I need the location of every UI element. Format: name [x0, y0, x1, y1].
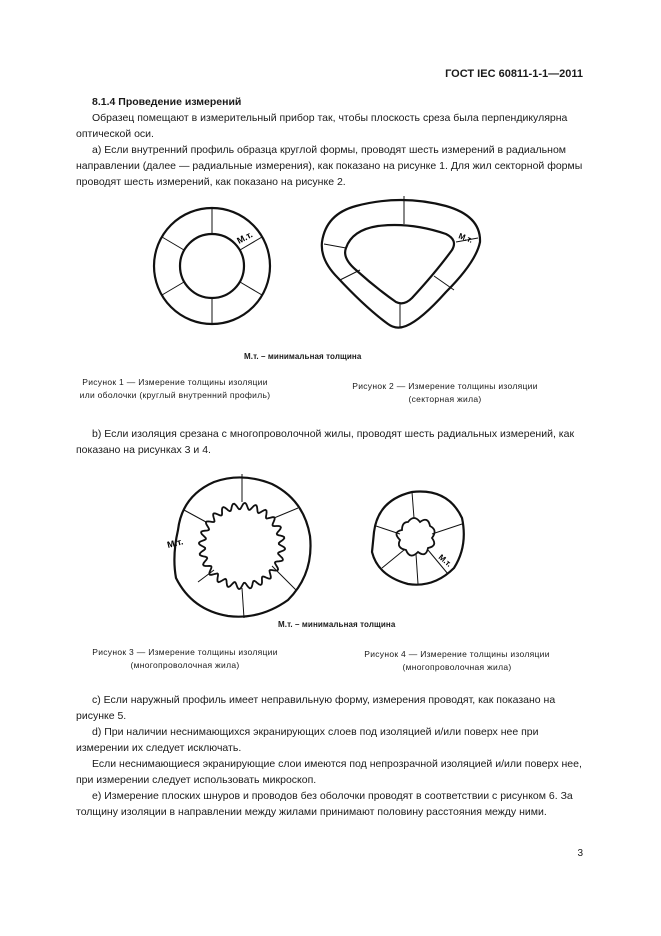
- figure-4-caption-line-2: (многопроволочная жила): [402, 662, 512, 672]
- legend-min-thickness-1: М.т. – минимальная толщина: [244, 352, 362, 361]
- paragraph-intro: Образец помещают в измерительный прибор так, чтобы плоскость среза была перпендикулярна оптической оси.: [76, 112, 568, 140]
- document-id: ГОСТ IEC 60811-1-1—2011: [445, 68, 583, 80]
- figure-1-caption-line-1: Рисунок 1 — Измерение толщины изоляции: [82, 377, 268, 387]
- figure-4-caption-line-1: Рисунок 4 — Измерение толщины изоляции: [364, 649, 550, 659]
- figure-3-stranded-profile: [164, 470, 316, 622]
- figure-3-caption: [72, 646, 298, 672]
- figure-2-caption-line-1: Рисунок 2 — Измерение толщины изоляции: [352, 381, 538, 391]
- paragraph-item-e: е) Измерение плоских шнуров и проводов без оболочки проводят в соответствии с рисунком 6. За толщину изоляции в направлении между жилами принимают половину расстояния между ними.: [76, 790, 573, 818]
- legend-min-thickness-2: М.т. – минимальная толщина: [278, 620, 396, 629]
- paragraph-item-a: а) Если внутренний профиль образца круглой формы, проводят шесть измерений в радиальном направлении (далее — радиальные измерения), как показано на рисунке 1. Для жил секторной формы проводят шесть измерений, как показано на рисунке 2.: [76, 144, 583, 188]
- figure-1-round-profile: [150, 204, 274, 328]
- fig2-mt-label: М.т.: [457, 231, 474, 245]
- paragraph-item-d2: Если неснимающиеся экранирующие слои имеются под непрозрачной изоляцией и/или поверх нее, при измерении следует использовать микроскоп.: [76, 758, 582, 786]
- fig3-mt-label: М.т.: [166, 536, 185, 550]
- paragraph-item-b: b) Если изоляция срезана с многопроволочной жилы, проводят шесть радиальных измерений, как показано на рисунках 3 и 4.: [76, 428, 575, 456]
- page-number: 3: [577, 848, 583, 859]
- paragraph-item-d: d) При наличии неснимающихся экранирующих слоев под изоляцией и/или поверх нее при измерении их следует исключать.: [76, 726, 539, 754]
- figure-2-caption: [332, 380, 558, 406]
- figure-3-caption-line-1: Рисунок 3 — Измерение толщины изоляции: [92, 647, 278, 657]
- figure-1-caption-line-2: или оболочки (круглый внутренний профиль): [79, 390, 271, 400]
- fig1-mt-label: М.т.: [235, 229, 255, 246]
- fig4-mt-label: М.т.: [436, 552, 454, 569]
- section-text-middle: [76, 426, 586, 458]
- figure-2-caption-line-2: (секторная жила): [408, 394, 482, 404]
- section-heading: 8.1.4 Проведение измерений: [92, 96, 242, 108]
- figure-4-stranded-profile: [368, 488, 468, 590]
- paragraph-item-c: с) Если наружный профиль имеет неправильную форму, измерения проводят, как показано на рисунке 5.: [76, 694, 556, 722]
- section-text-top: [76, 94, 586, 190]
- section-text-bottom: [76, 692, 586, 820]
- figure-4-caption: [344, 648, 570, 674]
- figure-3-caption-line-2: (многопроволочная жила): [130, 660, 240, 670]
- figure-2-sector-profile: [316, 192, 486, 332]
- figure-1-caption: [62, 376, 288, 402]
